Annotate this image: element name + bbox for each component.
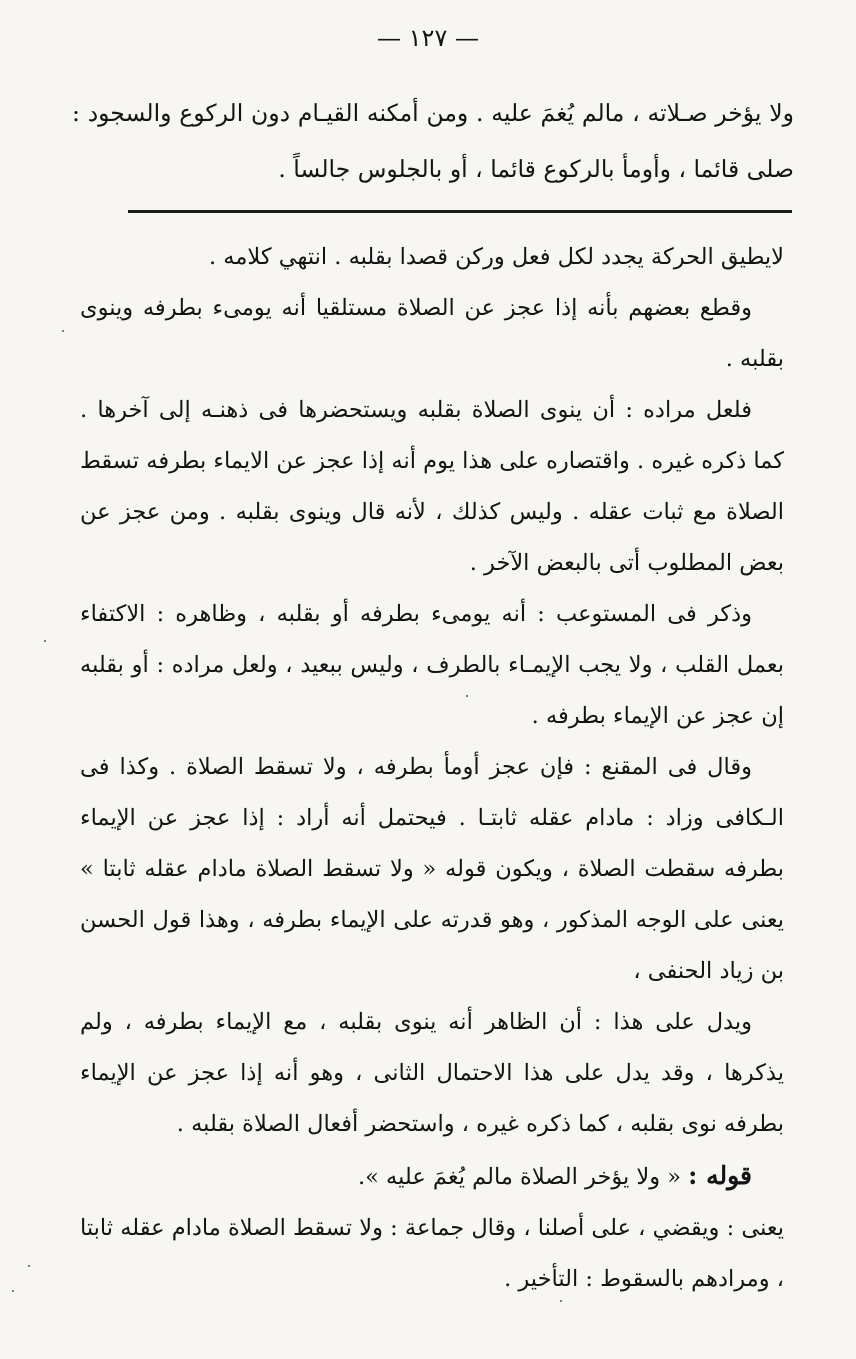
quote-lead-word: قوله :: [688, 1161, 752, 1190]
main-text-paragraph: ولا يؤخر صـلاته ، مالم يُغمَ عليه . ومن أمكنه القيـام دون الركوع والسجود : صلى قائما ، وأومأ بالركوع قائما ، أو بالجلوس جالساً .: [72, 99, 794, 183]
commentary-paragraph: فلعل مراده : أن ينوى الصلاة بقلبه ويستحضرها فى ذهنـه إلى آخرها . كما ذكره غيره . واقتصاره على هذا يوم أنه إذا عجز عن الايماء بطرفه تسقط الصلاة مع ثبات عقله . وليس كذلك ، لأنه قال وينوى بقلبه . ومن عجز عن بعض المطلوب أتى بالبعض الآخر .: [80, 397, 784, 576]
commentary-paragraph: وقطع بعضهم بأنه إذا عجز عن الصلاة مستلقيا أنه يومىء بطرفه وينوى بقلبه .: [80, 295, 784, 372]
commentary-paragraph: وقال فى المقنع : فإن عجز أومأ بطرفه ، ولا تسقط الصلاة . وكذا فى الـكافى وزاد : مادام عقله ثابتـا . فيحتمل أنه أراد : إذا عجز عن الإيماء بطرفه سقطت الصلاة ، ويكون قوله « ولا تسقط الصلاة مادام عقله ثابتا » يعنى على الوجه المذكور ، وهو قدرته على الإيماء بطرفه ، وهذا قول الحسن بن زياد الحنفى ،: [80, 754, 784, 984]
commentary-paragraph: لايطيق الحركة يجدد لكل فعل وركن قصدا بقلبه . انتهي كلامه .: [208, 244, 784, 270]
commentary-paragraph: يعنى : ويقضي ، على أصلنا ، وقال جماعة : ولا تسقط الصلاة مادام عقله ثابتا ، ومرادهم بالسقوط : التأخير .: [80, 1215, 784, 1292]
paper-speck: [560, 1300, 562, 1302]
separator-rule: [128, 210, 792, 213]
paper-speck: [62, 330, 64, 332]
paper-speck: [466, 695, 468, 697]
main-text: [72, 85, 794, 197]
quote-text: « ولا يؤخر الصلاة مالم يُغمَ عليه ».: [357, 1164, 682, 1190]
paper-speck: [44, 640, 46, 642]
page-number: — ١٢٧ —: [377, 24, 479, 52]
commentary-text: [80, 232, 784, 1305]
commentary-paragraph: وذكر فى المستوعب : أنه يومىء بطرفه أو بقلبه ، وظاهره : الاكتفاء بعمل القلب ، ولا يجب الإيمـاء بالطرف ، وليس ببعيد ، ولعل مراده : أو بقلبه إن عجز عن الإيماء بطرفه .: [80, 601, 784, 729]
quoted-heading: [80, 1150, 784, 1203]
commentary-paragraph: ويدل على هذا : أن الظاهر أنه ينوى بقلبه ، مع الإيماء بطرفه ، ولم يذكرها ، وقد يدل على هذا الاحتمال الثانى ، وهو أنه إذا عجز عن الإيماء بطرفه نوى بقلبه ، كما ذكره غيره ، واستحضر أفعال الصلاة بقلبه .: [80, 1009, 784, 1137]
paper-speck: [28, 1265, 30, 1267]
paper-speck: [12, 1290, 14, 1292]
